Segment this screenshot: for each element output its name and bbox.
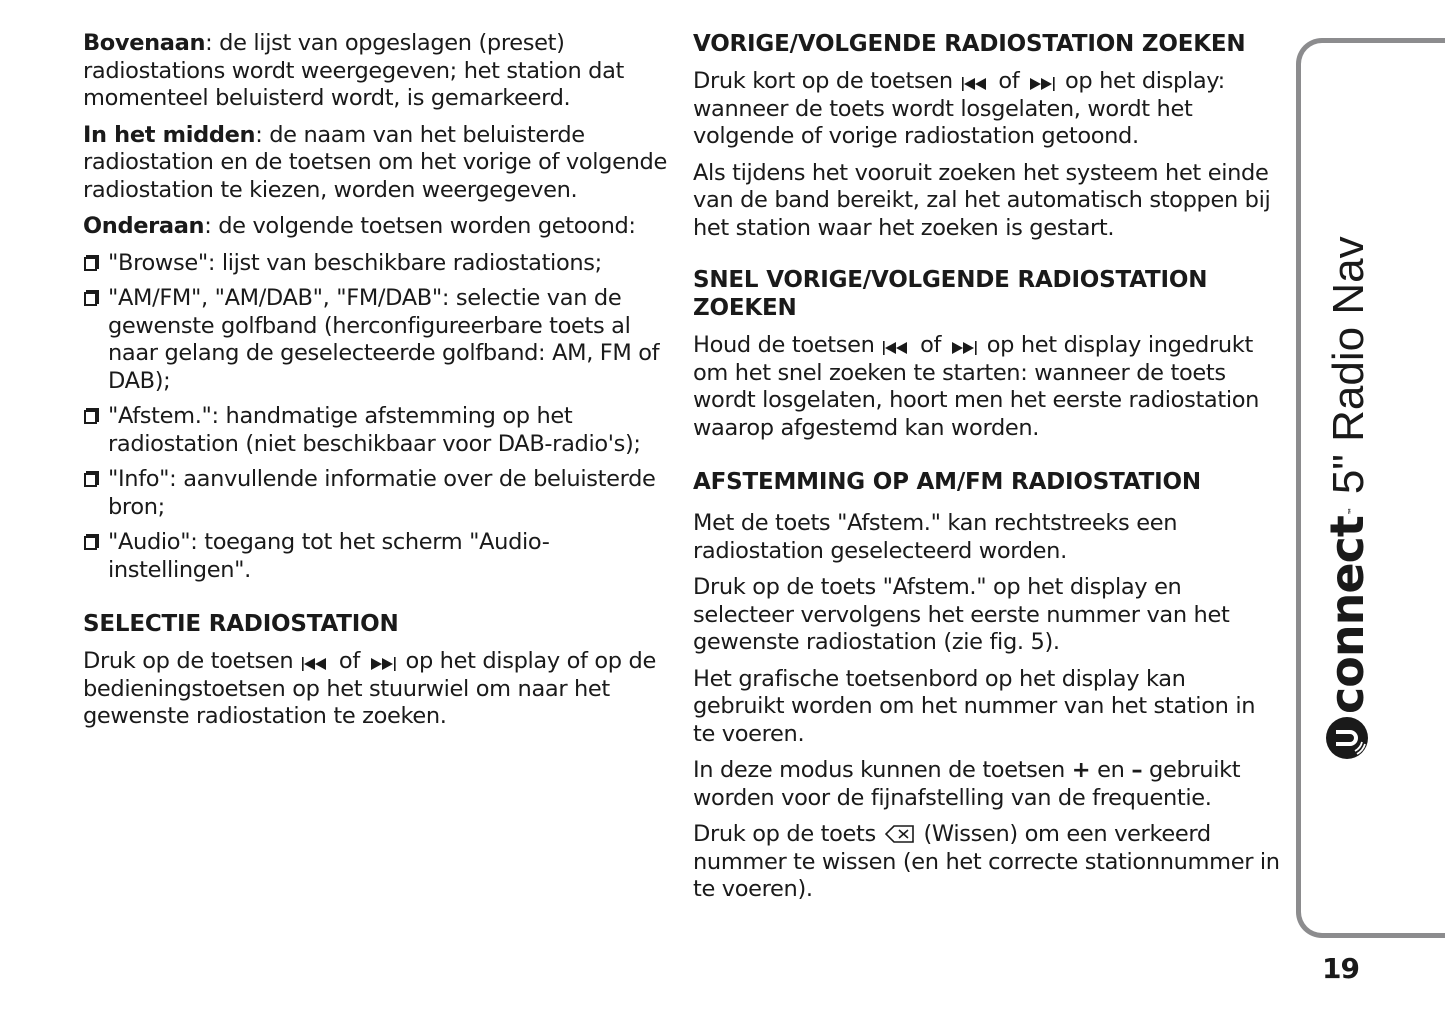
skip-previous-icon <box>302 655 330 671</box>
bullet-audio: "Audio": toegang tot het scherm "Audio-instellingen". <box>83 529 668 584</box>
heading-selectie: SELECTIE RADIOSTATION <box>83 611 399 637</box>
intro-midden: In het midden: de naam van het beluisterde radiostation en de toetsen om het vorige of volgende radiostation te kiezen, worden weergegeven. <box>83 121 667 203</box>
snel-p1: Houd de toetsen of op het display ingedrukt om het snel zoeken te starten: wanneer de toets wordt losgelaten, hoort men het eerste radiostation waarop afgestemd kan worden. <box>693 332 1260 441</box>
minus-key: – <box>1131 757 1143 783</box>
chapter-title: 5" Radio Nav <box>1324 236 1373 495</box>
skip-next-icon <box>369 655 397 671</box>
right-column <box>693 30 1283 913</box>
heading-afstemming: AFSTEMMING OP AM/FM RADIOSTATION <box>693 469 1201 495</box>
uconnect-logo-icon <box>1325 716 1369 760</box>
intro-bovenaan: Bovenaan: de lijst van opgeslagen (preset) radiostations wordt weergegeven; het station dat momenteel beluisterd wordt, is gemarkeerd. <box>83 30 625 111</box>
bullet-info: "Info": aanvullende informatie over de beluisterde bron; <box>83 466 668 521</box>
skip-next-icon <box>1028 75 1056 91</box>
checkbox-bullet-icon <box>84 292 97 306</box>
afstemming-p4: In deze modus kunnen de toetsen + en – gebruikt worden voor de fijnafstelling van de frequentie. <box>693 757 1241 811</box>
afstemming-p1: Met de toets "Afstem." kan rechtstreeks een radiostation geselecteerd worden. <box>693 510 1178 564</box>
heading-vorige-volgende: VORIGE/VOLGENDE RADIOSTATION ZOEKEN <box>693 31 1246 57</box>
left-column <box>83 30 668 740</box>
page-number: 19 <box>1322 952 1359 985</box>
checkbox-bullet-icon <box>84 410 97 424</box>
backspace-icon <box>885 824 915 844</box>
afstemming-p2: Druk op de toets "Afstem." op het display en selecteer vervolgens het eerste nummer van het gewenste radiostation (zie fig. 5). <box>693 574 1230 655</box>
skip-next-icon <box>950 339 978 355</box>
vorige-p1: Druk kort op de toetsen of op het display: wanneer de toets wordt losgelaten, wordt het volgende of vorige radiostation getoond. <box>693 68 1225 149</box>
intro-onderaan: Onderaan: de volgende toetsen worden getoond: <box>83 213 636 239</box>
bullet-browse: "Browse": lijst van beschikbare radiostations; <box>83 250 668 278</box>
plus-key: + <box>1071 757 1091 783</box>
vorige-p2: Als tijdens het vooruit zoeken het systeem het einde van de band bereikt, zal het automatisch stoppen bij het station waar het zoeken is gestart. <box>693 159 1271 241</box>
checkbox-bullet-icon <box>84 257 97 271</box>
bullet-afstem: "Afstem.": handmatige afstemming op het radiostation (niet beschikbaar voor DAB-radio's); <box>83 403 668 458</box>
afstemming-p3: Het grafische toetsenbord op het display kan gebruikt worden om het nummer van het station in te voeren. <box>693 665 1256 747</box>
bullet-band: "AM/FM", "AM/DAB", "FM/DAB": selectie van de gewenste golfband (herconfigureerbare toets al naar gelang de geselecteerde golfband: AM, FM of DAB); <box>83 285 668 395</box>
checkbox-bullet-icon <box>84 536 97 550</box>
skip-previous-icon <box>962 75 990 91</box>
chapter-tab-label <box>1320 236 1374 760</box>
selectie-text: Druk op de toetsen of op het display of op de bedieningstoetsen op het stuurwiel om naar het gewenste radiostation te zoeken. <box>83 648 656 729</box>
afstemming-p5: Druk op de toets (Wissen) om een verkeerd nummer te wissen (en het correcte stationnummer in te voeren). <box>693 821 1280 902</box>
uconnect-logo: connect ™ <box>1320 508 1374 760</box>
heading-snel: SNEL VORIGE/VOLGENDE RADIOSTATION ZOEKEN <box>693 267 1208 321</box>
skip-previous-icon <box>883 339 911 355</box>
checkbox-bullet-icon <box>84 473 97 487</box>
